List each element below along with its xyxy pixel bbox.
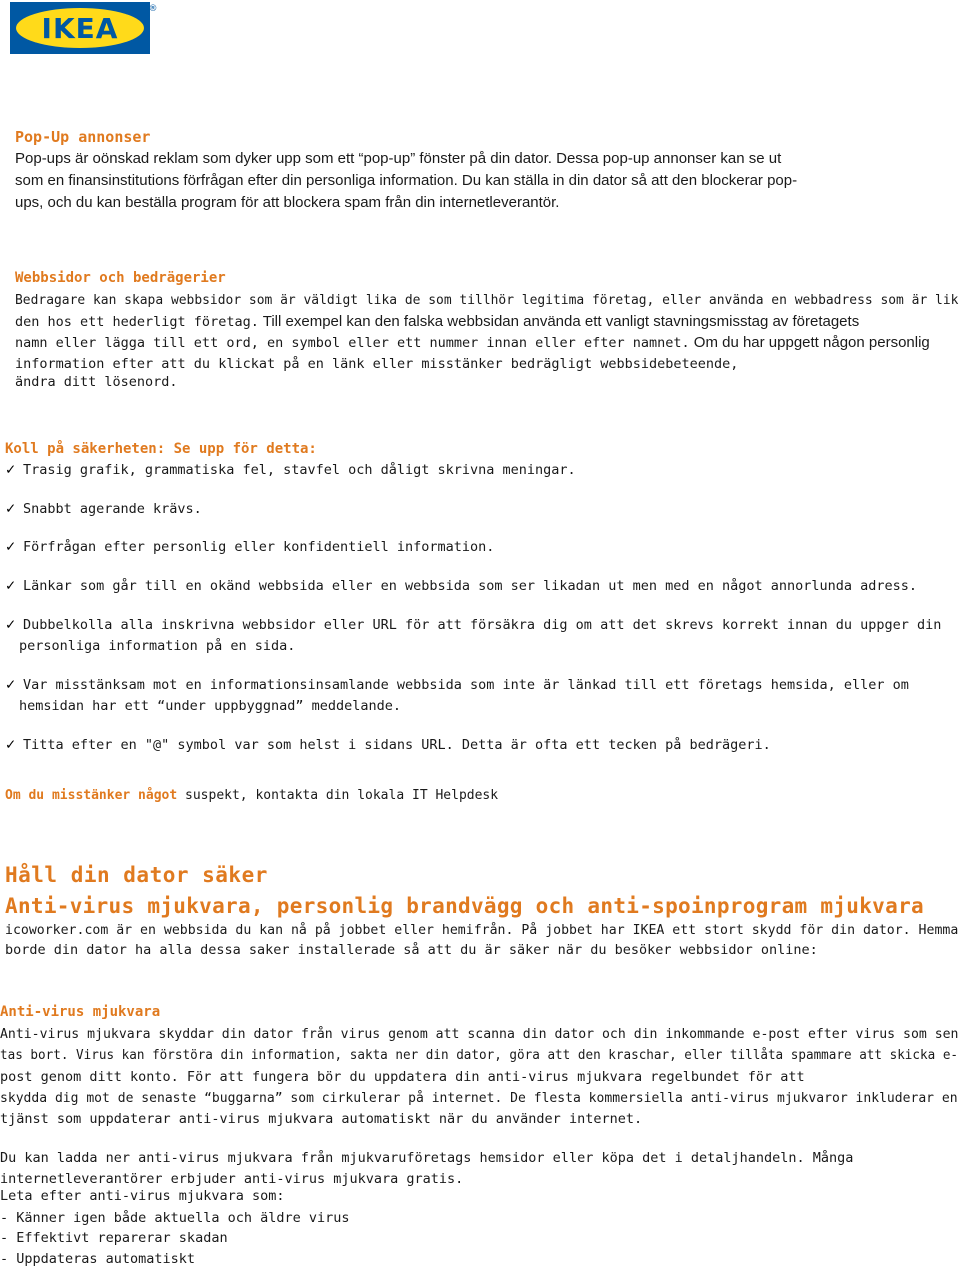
websites-line-2 — [15, 313, 859, 330]
popup-heading: Pop-Up annonser — [15, 128, 151, 146]
checkmark-icon: ✓ — [5, 617, 17, 632]
checkmark-icon: ✓ — [5, 578, 17, 593]
antivirus-line-8: Leta efter anti-virus mjukvara som: — [0, 1188, 285, 1204]
safe-subtitle: Anti-virus mjukvara, personlig brandvägg och anti-spoinprogram mjukvara — [5, 894, 924, 918]
websites-line-1: Bedragare kan skapa webbsidor som är väldigt lika de som tillhör legitima företag, eller använda en webbadress som är lik — [15, 292, 959, 308]
check-item-1 — [5, 462, 576, 478]
suspect-highlight: Om du misstänker något — [5, 788, 178, 803]
antivirus-line-5: tjänst som uppdaterar anti-virus mjukvara automatiskt när du använder internet. — [0, 1111, 643, 1127]
antivirus-line-3: post genom ditt konto. För att fungera bör du uppdatera din anti-virus mjukvara regelbundet för att — [0, 1069, 805, 1085]
suspect-line — [5, 788, 498, 803]
checkmark-icon: ✓ — [5, 677, 17, 692]
antivirus-line-7: internetleverantörer erbjuder anti-virus mjukvara gratis. — [0, 1171, 464, 1187]
antivirus-line-4: skydda dig mot de senaste “buggarna” som cirkulerar på internet. De flesta kommersiella anti-virus mjukvaror inkluderar en — [0, 1090, 958, 1106]
check-item-text: Förfrågan efter personlig eller konfidentiell information. — [23, 539, 495, 555]
check-item-text: Var misstänksam mot en informationsinsamlande webbsida som inte är länkad till ett företags hemsida, eller om — [23, 677, 909, 693]
checkmark-icon: ✓ — [5, 462, 17, 477]
checkmark-icon: ✓ — [5, 539, 17, 554]
popup-line-2: som en finansinstitutions förfrågan efter din personliga information. Du kan ställa in din dator så att den blockerar pop- — [15, 172, 798, 189]
check-item-text: Titta efter en "@" symbol var som helst i sidans URL. Detta är ofta ett tecken på bedrägeri. — [23, 737, 771, 753]
antivirus-line-2: tas bort. Virus kan förstöra din information, sakta ner din dator, göra att den kraschar, eller tillåta spammare att skicka e- — [0, 1047, 959, 1063]
antivirus-heading: Anti-virus mjukvara — [0, 1004, 161, 1020]
check-item-text: Trasig grafik, grammatiska fel, stavfel och dåligt skrivna meningar. — [23, 462, 576, 478]
check-item-text: Dubbelkolla alla inskrivna webbsidor eller URL för att försäkra dig om att det skrevs korrekt innan du uppger din — [23, 617, 942, 633]
checks-heading: Koll på säkerheten: Se upp för detta: — [5, 441, 317, 457]
safe-line-2: borde din dator ha alla dessa saker installerade så att du är säker när du besöker webbsidor online: — [5, 942, 818, 958]
suspect-rest: suspekt, kontakta din lokala IT Helpdesk — [177, 788, 499, 803]
safe-title: Håll din dator säker — [5, 863, 268, 887]
antivirus-line-6: Du kan ladda ner anti-virus mjukvara från mjukvaruföretags hemsidor eller köpa det i detaljhandeln. Många — [0, 1150, 854, 1166]
popup-line-1: Pop-ups är oönskad reklam som dyker upp som ett “pop-up” fönster på din dator. Dessa pop-up annonser kan se ut — [15, 150, 782, 167]
check-item-2 — [5, 501, 202, 517]
checkmark-icon: ✓ — [5, 737, 17, 752]
check-item-7 — [5, 737, 771, 753]
websites-line-3b: Om du har uppgett någon personlig — [689, 334, 930, 351]
checkmark-icon: ✓ — [5, 501, 17, 516]
websites-line-4: information efter att du klickat på en länk eller misstänker bedrägligt webbsidebeteende, — [15, 356, 739, 372]
websites-line-3 — [15, 334, 930, 351]
check-item-6 — [5, 677, 909, 693]
websites-line-2b: Till exempel kan den falska webbsidan använda ett vanligt stavningsmisstag av företagets — [258, 313, 860, 330]
antivirus-bullet-2: - Effektivt reparerar skadan — [0, 1230, 228, 1246]
registered-mark: ® — [148, 4, 158, 14]
check-item-4 — [5, 578, 917, 594]
safe-line-1: icoworker.com är en webbsida du kan nå på jobbet eller hemifrån. På jobbet har IKEA ett stort skydd för din dator. Hemma — [5, 922, 959, 938]
popup-line-3: ups, och du kan beställa program för att blockera spam från din internetleverantör. — [15, 194, 560, 211]
antivirus-bullet-3: - Uppdateras automatiskt — [0, 1251, 196, 1267]
check-item-5-cont: personliga information på en sida. — [19, 638, 296, 654]
websites-line-2a: den hos ett hederligt företag. — [15, 314, 259, 330]
check-item-text: Snabbt agerande krävs. — [23, 501, 202, 517]
check-item-3 — [5, 539, 494, 555]
logo-text: IKEA — [41, 12, 119, 45]
check-item-text: Länkar som går till en okänd webbsida eller en webbsida som ser likadan ut men med en något annorlunda adress. — [23, 578, 918, 594]
antivirus-line-1: Anti-virus mjukvara skyddar din dator från virus genom att scanna din dator och din inkommande e-post efter virus som sen — [0, 1026, 959, 1042]
websites-line-5: ändra ditt lösenord. — [15, 374, 178, 390]
check-item-5 — [5, 617, 941, 633]
websites-heading: Webbsidor och bedrägerier — [15, 270, 226, 286]
check-item-6-cont: hemsidan har ett “under uppbyggnad” meddelande. — [19, 698, 402, 714]
antivirus-bullet-1: - Känner igen både aktuella och äldre virus — [0, 1210, 350, 1226]
websites-line-3a: namn eller lägga till ett ord, en symbol eller ett nummer innan eller efter namnet. — [15, 335, 690, 351]
ikea-logo — [10, 2, 156, 54]
